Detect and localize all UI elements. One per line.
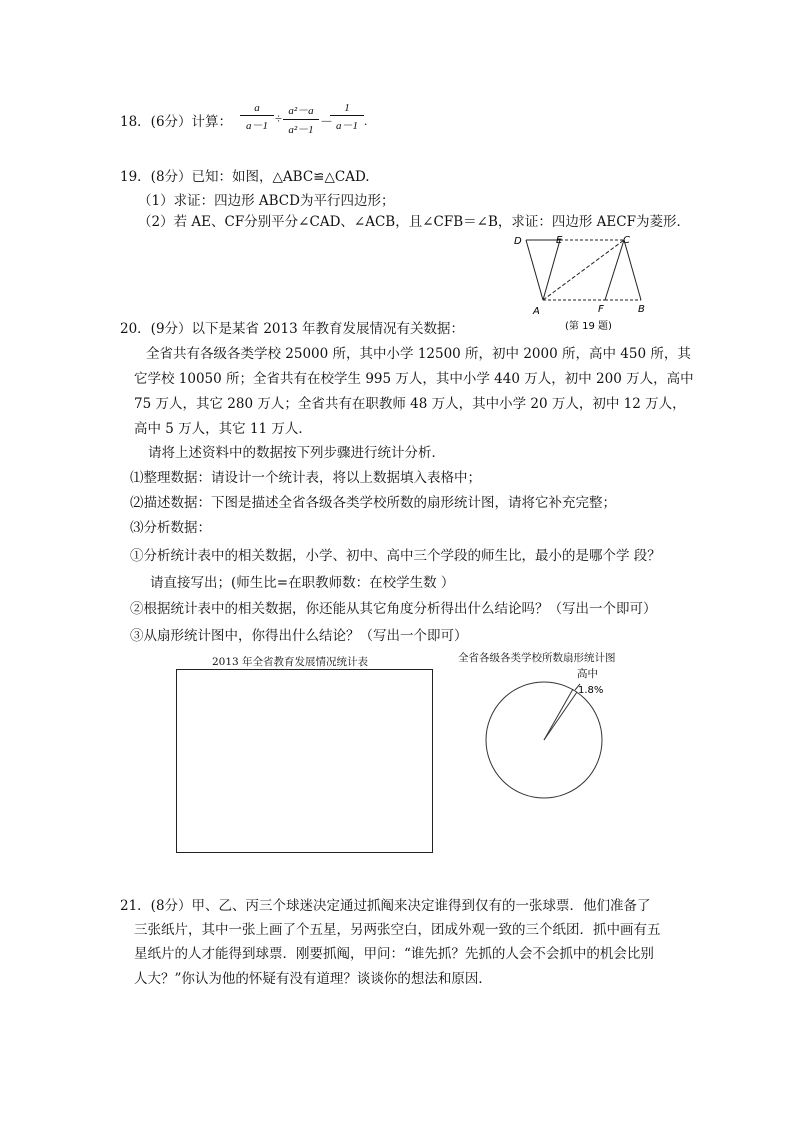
statistics-table-blank — [176, 669, 433, 853]
q20-data-line-4: 高中 5 万人，其它 11 万人． — [134, 421, 312, 437]
segment-DA — [526, 240, 543, 300]
q21-line-3: 星纸片的人才能得到球票．刚要抓阄，甲问：“谁先抓？先抓的人会不会抓中的机会比别 — [134, 946, 654, 962]
q20-step-3-a-note: 请直接写出；(师生比=在职教师数：在校学生数 ） — [150, 575, 455, 591]
pie-chart — [470, 662, 630, 812]
q18-period: . — [364, 113, 368, 128]
pie-label-senior-high: 高中 — [577, 668, 598, 680]
label-A: A — [533, 306, 540, 317]
q18-frac3-denominator: a－1 — [336, 120, 358, 132]
pie-chart-title: 全省各级各类学校所数扇形统计图 — [458, 652, 616, 664]
q18-fraction-3 — [330, 102, 364, 133]
q21-line-1: 21．(8分）甲、乙、丙三个球迷决定通过抓阄来决定谁得到仅有的一张球票．他们准备了 — [120, 898, 651, 914]
q18-frac2-numerator: a²－a — [288, 105, 314, 117]
segment-AE — [543, 240, 560, 300]
q19-part-2: （2）若 AE、CF分别平分∠CAD、∠ACB，且∠CFB＝∠B，求证：四边形 AECF为菱形． — [138, 214, 690, 230]
label-D: D — [514, 236, 522, 247]
q20-step-2: ⑵描述数据：下图是描述全省各级各类学校所数的扇形统计图，请将它补充完整； — [130, 495, 616, 511]
q20-statement: 20．(9分）以下是某省 2013 年教育发展情况有关数据： — [120, 321, 464, 337]
pie-radius-2 — [544, 692, 577, 740]
q18-fraction-2 — [283, 102, 319, 137]
segment-CF — [605, 240, 624, 300]
q18-label: 18．(6分）计算： — [120, 114, 233, 130]
q20-step-1: ⑴整理数据：请设计一个统计表，将以上数据填入表格中； — [130, 470, 481, 486]
segment-AC — [543, 240, 624, 300]
q20-step-3-c: ③从扇形统计图中，你得出什么结论？（写出一个即可） — [130, 628, 468, 644]
q20-step-3: ⑶分析数据： — [130, 520, 211, 536]
q20-step-3-a: ①分析统计表中的相关数据，小学、初中、高中三个学段的师生比，最小的是哪个学 段？ — [130, 548, 661, 564]
q20-data-line-1: 全省共有各级各类学校 25000 所，其中小学 12500 所，初中 2000 所，高中 450 所，其 — [146, 346, 691, 362]
segment-CB — [624, 240, 641, 300]
label-B: B — [638, 304, 645, 315]
label-C: C — [623, 235, 630, 246]
q18-minus-sign: － — [320, 114, 334, 129]
q20-data-line-2: 它学校 10050 所；全省共有在校学生 995 万人，其中小学 440 万人，初中 200 万人，高中 — [134, 371, 694, 387]
q18-frac2-denominator: a²－1 — [288, 124, 314, 136]
pie-radius-1 — [544, 689, 573, 740]
q19-part-1: （1）求证：四边形 ABCD为平行四边形； — [138, 193, 395, 209]
figure-caption: (第 19 题) — [565, 321, 612, 330]
label-E: E — [556, 235, 563, 246]
q18-divide-sign: ÷ — [275, 111, 283, 126]
q18-fraction-1 — [240, 102, 274, 133]
q18-frac1-denominator: a－1 — [246, 120, 268, 132]
q20-data-line-3: 75 万人，其它 280 万人；全省共有在职教师 48 万人，其中小学 20 万人，初中 12 万人， — [134, 396, 686, 412]
q21-line-4: 人大？”你认为他的怀疑有没有道理？谈谈你的想法和原因． — [134, 971, 492, 987]
statistics-table-title: 2013 年全省教育发展情况统计表 — [212, 656, 369, 668]
label-F: F — [598, 304, 604, 315]
q20-instruction: 请将上述资料中的数据按下列步骤进行统计分析． — [148, 445, 445, 461]
q19-figure — [505, 230, 675, 330]
pie-label-percent: 1.8% — [578, 685, 604, 696]
q18-frac1-numerator: a — [254, 102, 260, 114]
q21-line-2: 三张纸片，其中一张上画了个五星，另两张空白，团成外观一致的三个纸团．抓中画有五 — [134, 922, 661, 938]
q20-step-3-b: ②根据统计表中的相关数据，你还能从其它角度分析得出什么结论吗？（写出一个即可） — [130, 601, 657, 617]
q18-frac3-numerator: 1 — [344, 102, 350, 114]
q19-statement: 19．(8分）已知：如图，△ABC≌△CAD. — [120, 169, 370, 185]
